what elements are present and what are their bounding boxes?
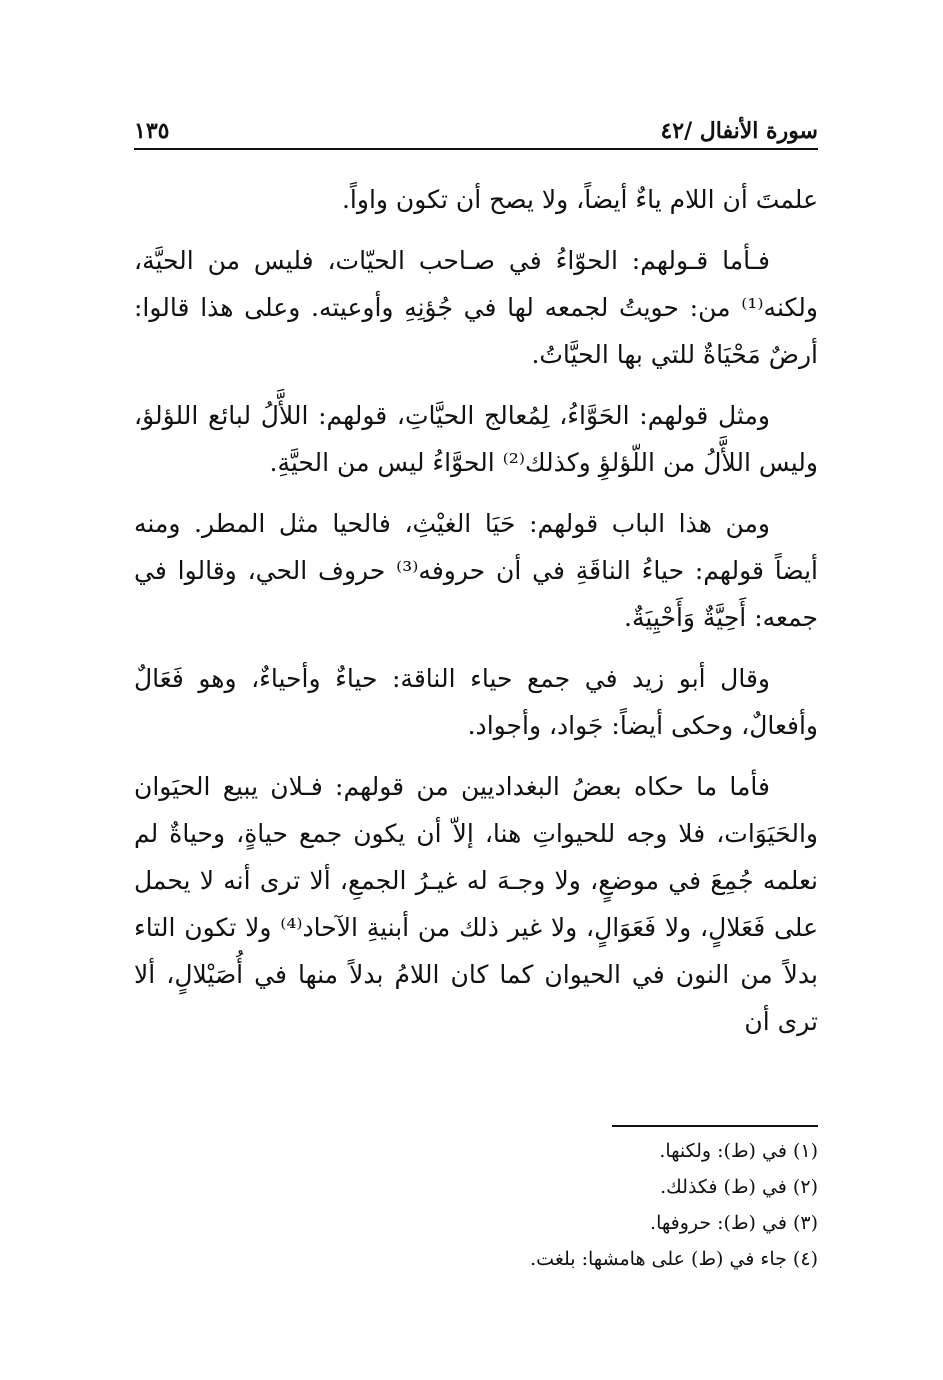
paragraph-4: ومن هذا الباب قولهم: حَيَا الغيْثِ، فالحيا مثل المطر. ومنه أيضاً قولهم: حياءُ الناقَةِ في أن حروفه⁽³⁾ حروف الحي، وقالوا في جمعه: أَحِيَّةٌ وَأَحْيِيَةٌ.: [134, 509, 818, 632]
paragraph-3: ومثل قولهم: الحَوَّاءُ، لِمُعالج الحيَّاتِ، قولهم: اللأَّلُ لبائع اللؤلؤ، وليس اللأَّلُ من اللّؤلؤِ وكذلك⁽²⁾ الحوَّاءُ ليس من الحيَّةِ.: [134, 401, 818, 477]
footnote-3: (٣) في (ط): حروفها.: [650, 1212, 818, 1234]
footnote-rule: [612, 1125, 818, 1127]
footnote-4: (٤) جاء في (ط) على هامشها: بلغت.: [530, 1248, 818, 1270]
paragraph-6: فأما ما حكاه بعضُ البغداديين من قولهم: فـلان يبيع الحيَوان والحَيَوَات، فلا وجه للحيواتِ هنا، إلاّ أن يكون جمع حياةٍ، وحياةٌ لم نعلمه جُمِعَ في موضعٍ، ولا وجـهَ له غيـرُ الجمعِ، ألا ترى أنه لا يحمل على فَعَلالٍ، ولا فَعَوَالٍ، ولا غير ذلك من أبنيةِ الآحاد⁽⁴⁾ ولا تكون التاء بدلاً من النون في الحيوان كما كان اللامُ بدلاً منها في أُصَيْلالٍ، ألا ترى أن: [134, 772, 818, 1036]
paragraph-2: فـأما قـولهم: الحوّاءُ في صـاحب الحيّات، فليس من الحيَّة، ولكنه⁽¹⁾ من: حويتُ لجمعه لها في جُؤنِهِ وأوعيته. وعلى هذا قالوا: أرضٌ مَحْيَاةٌ للتي بها الحيَّاتُ.: [134, 246, 818, 369]
paragraph-5: وقال أبو زيد في جمع حياء الناقة: حياءٌ وأحياءٌ، وهو فَعَالٌ وأفعالٌ، وحكى أيضاً: جَواد، وأجواد.: [134, 664, 818, 740]
surah-title: سورة الأنفال /٤٢: [660, 118, 818, 144]
footnotes: [134, 1125, 818, 1277]
footnote-1: (١) في (ط): ولكنها.: [659, 1140, 818, 1162]
footnote-2: (٢) في (ط) فكذلك.: [660, 1176, 818, 1198]
footnotes-area: [134, 0, 818, 1380]
page-number: ١٣٥: [134, 118, 170, 144]
paragraph-1: علمتَ أن اللام ياءٌ أيضاً، ولا يصح أن تكون واواً.: [341, 185, 818, 214]
